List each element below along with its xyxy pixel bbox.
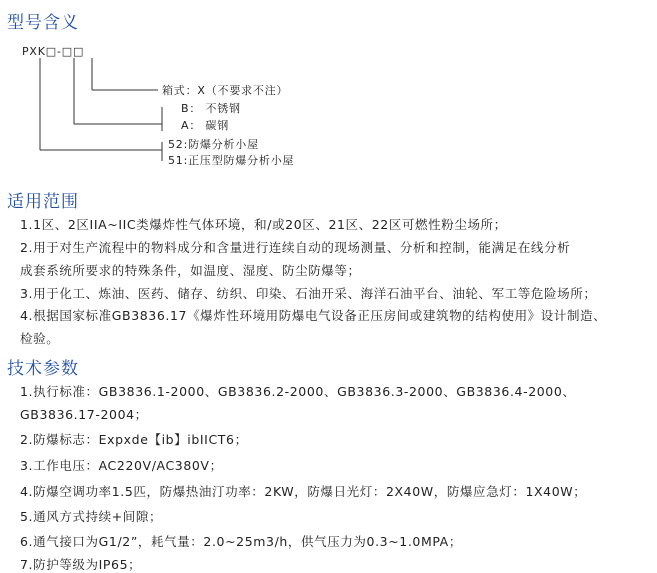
model-code: PXK□-□□ [22,45,85,58]
scope-line: 2.用于对生产流程中的物料成分和含量进行连续自动的现场测量、分析和控制，能满足在线分析 [20,240,571,255]
param-line: 1.执行标准：GB3836.1-2000、GB3836.2-2000、GB3836.3-2000、GB3836.4-2000、 [20,384,576,399]
param-line: 6.通气接口为G1/2”，耗气量：2.0~25m3/h，供气压力为0.3~1.0MPA； [20,534,462,549]
param-line: 4.防爆空调功率1.5匹，防爆热油汀功率：2KW，防爆日光灯：2X40W，防爆应急灯：1X40W； [20,484,587,499]
scope-line: 1.1区、2区IIA~IIC类爆炸性气体环境，和/或20区、21区、22区可燃性粉尘场所； [20,217,507,232]
label-52: 52:防爆分析小屋 [168,138,259,151]
scope-section-title: 适用范围 [7,192,79,212]
model-section-title: 型号含义 [7,13,79,33]
param-line: 5.通风方式持续+间隙； [20,509,163,524]
param-line: GB3836.17-2004； [20,407,148,422]
label-51: 51:正压型防爆分析小屋 [168,154,295,167]
scope-line: 3.用于化工、炼油、医药、储存、纺织、印染、石油开采、海洋石油平台、油轮、军工等危险场所； [20,286,597,301]
scope-line: 成套系统所要求的特殊条件，如温度、湿度、防尘防爆等； [20,263,361,278]
label-a-carbon: A： 碳钢 [181,119,230,132]
label-b-stainless: B： 不锈钢 [181,102,241,115]
scope-line: 4.根据国家标准GB3836.17《爆炸性环境用防爆电气设备正压房间或建筑物的结构使用》设计制造、 [20,308,607,323]
scope-line: 检验。 [20,331,60,346]
param-line: 2.防爆标志：Expxde【ib】ibIICT6； [20,432,248,447]
param-line: 7.防护等级为IP65； [20,557,142,572]
label-box-type: 箱式：X（不要求不注） [162,84,289,97]
param-line: 3.工作电压：AC220V/AC380V； [20,458,223,473]
params-section-title: 技术参数 [7,359,79,379]
